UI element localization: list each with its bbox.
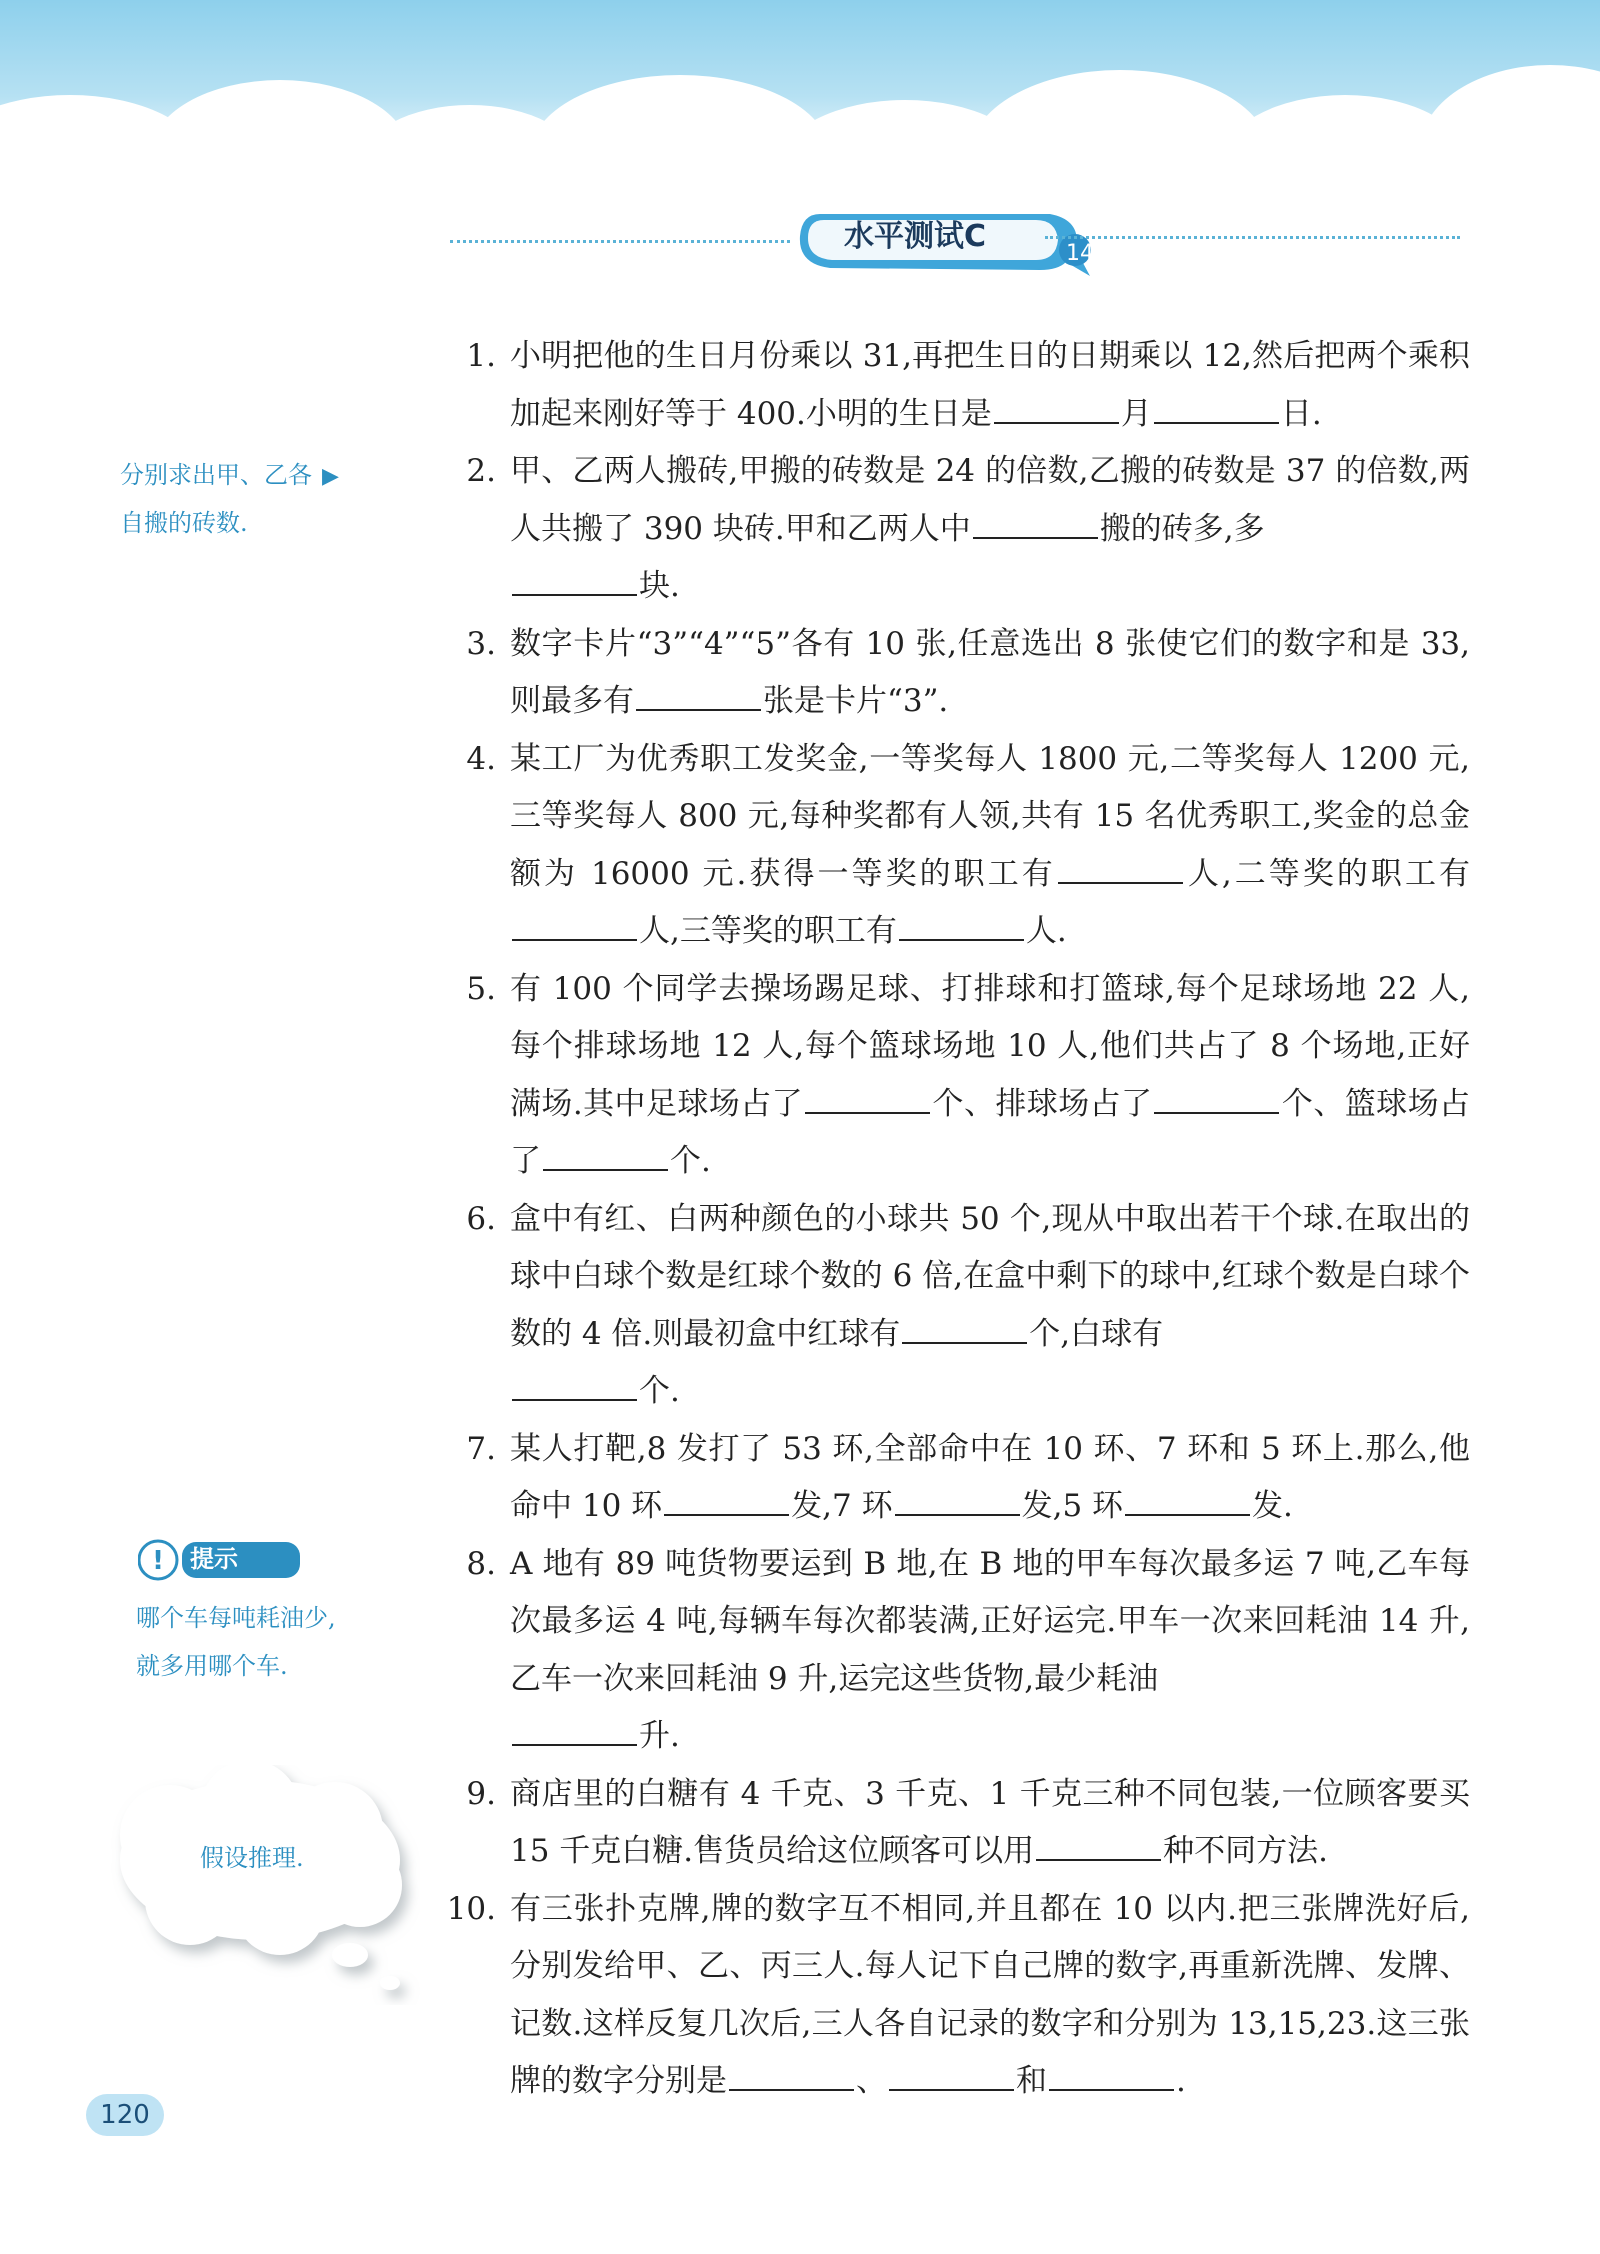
answer-blank[interactable]: [512, 1716, 637, 1746]
answer-blank[interactable]: [1154, 394, 1279, 424]
problem-number: 10.: [446, 1890, 496, 1927]
problem-text: 数字卡片“3”“4”“5”各有 10 张,任意选出 8 张使它们的数字和是 33,则最多有: [510, 625, 1470, 719]
problem-text: A 地有 89 吨货物要运到 B 地,在 B 地的甲车每次最多运 7 吨,乙车每次最多运 4 吨,每辆车每次都装满,正好运完.甲车一次来回耗油 14 升,乙车一次来回耗油 9 升,运完这些货物,最少耗油: [510, 1545, 1470, 1697]
problem-10: [440, 1881, 1470, 2111]
problem-text: 、: [856, 2063, 887, 2099]
problem-text: 种不同方法.: [1163, 1833, 1329, 1869]
problem-text: 人.: [1025, 913, 1067, 949]
triangle-right-icon: ▶: [322, 464, 339, 489]
sky-banner: [0, 0, 1600, 175]
problem-text: 某工厂为优秀职工发奖金,一等奖每人 1800 元,二等奖每人 1200 元,三等奖每人 800 元,每种奖都有人领,共有 15 名优秀职工,奖金的总金额为 16000 元.获得一等奖的职工有: [510, 740, 1470, 892]
problem-text: 商店里的白糖有 4 千克、3 千克、1 千克三种不同包装,一位顾客要买 15 千克白糖.售货员给这位顾客可以用: [510, 1775, 1470, 1869]
section-title-banner: [450, 200, 1460, 290]
problem-text: 某人打靶,8 发打了 53 环,全部命中在 10 环、7 环和 5 环上.那么,他命中 10 环: [510, 1430, 1470, 1524]
problem-text: 甲、乙两人搬砖,甲搬的砖数是 24 的倍数,乙搬的砖数是 37 的倍数,两人共搬了 390 块砖.甲和乙两人中: [510, 453, 1470, 547]
problem-6: [440, 1191, 1470, 1421]
problem-text: 小明把他的生日月份乘以 31,再把生日的日期乘以 12,然后把两个乘积加起来刚好等于 400.小明的生日是: [510, 338, 1470, 432]
answer-blank[interactable]: [889, 2061, 1014, 2091]
problem-text: 有三张扑克牌,牌的数字互不相同,并且都在 10 以内.把三张牌洗好后,分别发给甲、乙、丙三人.每人记下自己牌的数字,再重新洗牌、发牌、记数.这样反复几次后,三人各自记录的数字和分别为 13,15,23.这三张牌的数字分别是: [510, 1890, 1470, 2099]
problem-number: 8.: [466, 1545, 496, 1582]
page-number: 120: [86, 2094, 164, 2136]
hint-label: 提示: [190, 1545, 238, 1573]
answer-blank[interactable]: [895, 1486, 1020, 1516]
problem-text: 人,二等奖的职工有: [1184, 855, 1470, 892]
problem-text: 个、篮球场占了: [510, 1085, 1471, 1179]
problem-2: [440, 443, 1470, 616]
problem-text: 个.: [639, 1373, 680, 1409]
answer-blank[interactable]: [805, 1084, 930, 1114]
problem-number: 4.: [466, 740, 496, 777]
problem-text: 个,白球有: [1029, 1315, 1164, 1352]
problem-text: 有 100 个同学去操场踢足球、打排球和打篮球,每个足球场地 22 人,每个排球场地 12 人,每个篮球场地 10 人,他们共占了 8 个场地,正好满场.其中足球场占了: [510, 970, 1470, 1122]
problem-number: 5.: [466, 970, 496, 1007]
answer-blank[interactable]: [512, 1371, 637, 1401]
problem-text: 人,三等奖的职工有: [639, 913, 897, 949]
side-note-problem-2: [120, 452, 410, 546]
answer-blank[interactable]: [973, 509, 1098, 539]
answer-blank[interactable]: [902, 1314, 1027, 1344]
problem-text: 发.: [1252, 1488, 1293, 1524]
problem-text: 个、排球场占了: [932, 1085, 1153, 1122]
problem-9: [440, 1766, 1470, 1881]
problem-text: 月: [1120, 395, 1152, 432]
side-note-line: 哪个车每吨耗油少,: [136, 1604, 336, 1632]
problem-text: 升.: [639, 1718, 680, 1754]
answer-blank[interactable]: [664, 1486, 789, 1516]
problem-number: 3.: [466, 625, 496, 662]
problem-number: 7.: [466, 1430, 496, 1467]
problem-3: [440, 616, 1470, 731]
problem-text: 张是卡片“3”.: [763, 683, 949, 719]
problem-text: 搬的砖多,多: [1099, 510, 1265, 547]
problem-text: 和: [1016, 2063, 1047, 2099]
section-title: 水平测试C: [843, 219, 987, 254]
answer-blank[interactable]: [636, 681, 761, 711]
side-note-line: 自搬的砖数.: [120, 509, 248, 537]
answer-blank[interactable]: [994, 394, 1119, 424]
side-note-line: 分别求出甲、乙各: [120, 461, 312, 489]
problem-number: 6.: [466, 1200, 496, 1237]
dotted-rule-left: [450, 240, 790, 243]
side-note-problem-8: [136, 1594, 436, 1690]
answer-blank[interactable]: [1154, 1084, 1279, 1114]
problem-text: .: [1176, 2063, 1186, 2099]
problem-text: 日.: [1280, 395, 1322, 432]
side-note-line: 就多用哪个车.: [136, 1652, 288, 1680]
answer-blank[interactable]: [1036, 1831, 1161, 1861]
unit-number-badge: 14: [1066, 241, 1094, 266]
answer-blank[interactable]: [729, 2061, 854, 2091]
problem-text: 发,5 环: [1021, 1488, 1124, 1524]
answer-blank[interactable]: [543, 1141, 668, 1171]
problem-number: 2.: [466, 453, 496, 489]
problem-8: [440, 1536, 1470, 1766]
problem-text: 块.: [639, 568, 680, 604]
answer-blank[interactable]: [1049, 2061, 1174, 2091]
problem-text: 盒中有红、白两种颜色的小球共 50 个,现从中取出若干个球.在取出的球中白球个数是红球个数的 6 倍,在盒中剩下的球中,红球个数是白球个数的 4 倍.则最初盒中红球有: [510, 1200, 1470, 1352]
problem-7: [440, 1421, 1470, 1536]
problem-text: 发,7 环: [791, 1488, 893, 1524]
problem-list: [440, 328, 1470, 2111]
problem-number: 1.: [466, 338, 496, 374]
answer-blank[interactable]: [512, 911, 637, 941]
problem-1: [440, 328, 1470, 443]
answer-blank[interactable]: [1125, 1486, 1250, 1516]
problem-text: 个.: [670, 1143, 711, 1179]
thought-bubble: [100, 1765, 420, 2005]
problem-number: 9.: [466, 1775, 496, 1812]
problem-5: [440, 961, 1470, 1191]
answer-blank[interactable]: [1058, 854, 1183, 884]
dotted-rule-right: [1045, 236, 1460, 239]
svg-text:!: !: [152, 1546, 164, 1576]
answer-blank[interactable]: [512, 566, 637, 596]
bubble-text: 假设推理.: [200, 1844, 304, 1872]
answer-blank[interactable]: [899, 911, 1024, 941]
problem-4: [440, 731, 1470, 961]
